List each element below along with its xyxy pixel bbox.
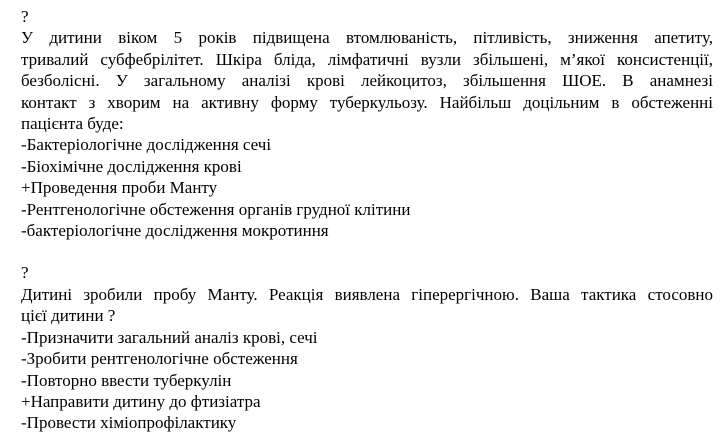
answer-option: -Провести хіміопрофілактику: [21, 413, 237, 433]
answer-option: -Рентгенологічне обстеження органів грудної клітини: [21, 199, 411, 219]
question-text-line: Дитині зробили пробу Манту. Реакція виявлена гіперергічною. Ваша тактика стосовно: [21, 284, 713, 304]
question-text-line: пацієнта буде:: [21, 114, 124, 134]
answer-option: -Повторно ввести туберкулін: [21, 370, 232, 390]
answer-option: -Біохімічне дослідження крові: [21, 156, 242, 176]
question-text-line: безболісні. У загальному аналізі крові лейкоцитоз, збільшення ШОЕ. В анамнезі: [21, 71, 713, 91]
question-text-line: контакт з хворим на активну форму туберкульозу. Найбільш доцільним в обстеженні: [21, 92, 713, 112]
question-text-line: У дитини віком 5 років підвищена втомлюваність, пітливість, зниження апетиту,: [21, 28, 713, 48]
answer-option: -Зробити рентгенологічне обстеження: [21, 349, 298, 369]
answer-option: -Призначити загальний аналіз крові, сечі: [21, 327, 318, 347]
question-2: [21, 262, 713, 433]
question-text-line: тривалий субфебрілітет. Шкіра бліда, лімфатичні вузли збільшені, м’якої консистенції,: [21, 49, 713, 69]
question-text-line: цієї дитини ?: [21, 306, 116, 326]
answer-option-correct: +Направити дитину до фтизіатра: [21, 391, 261, 411]
question-marker: ?: [21, 7, 29, 26]
answer-option: -Бактеріологічне дослідження сечі: [21, 135, 272, 155]
question-1: [21, 6, 713, 241]
answer-option: -бактеріологічне дослідження мокротиння: [21, 221, 329, 241]
answer-option-correct: +Проведення проби Манту: [21, 178, 218, 198]
question-marker: ?: [21, 263, 29, 283]
